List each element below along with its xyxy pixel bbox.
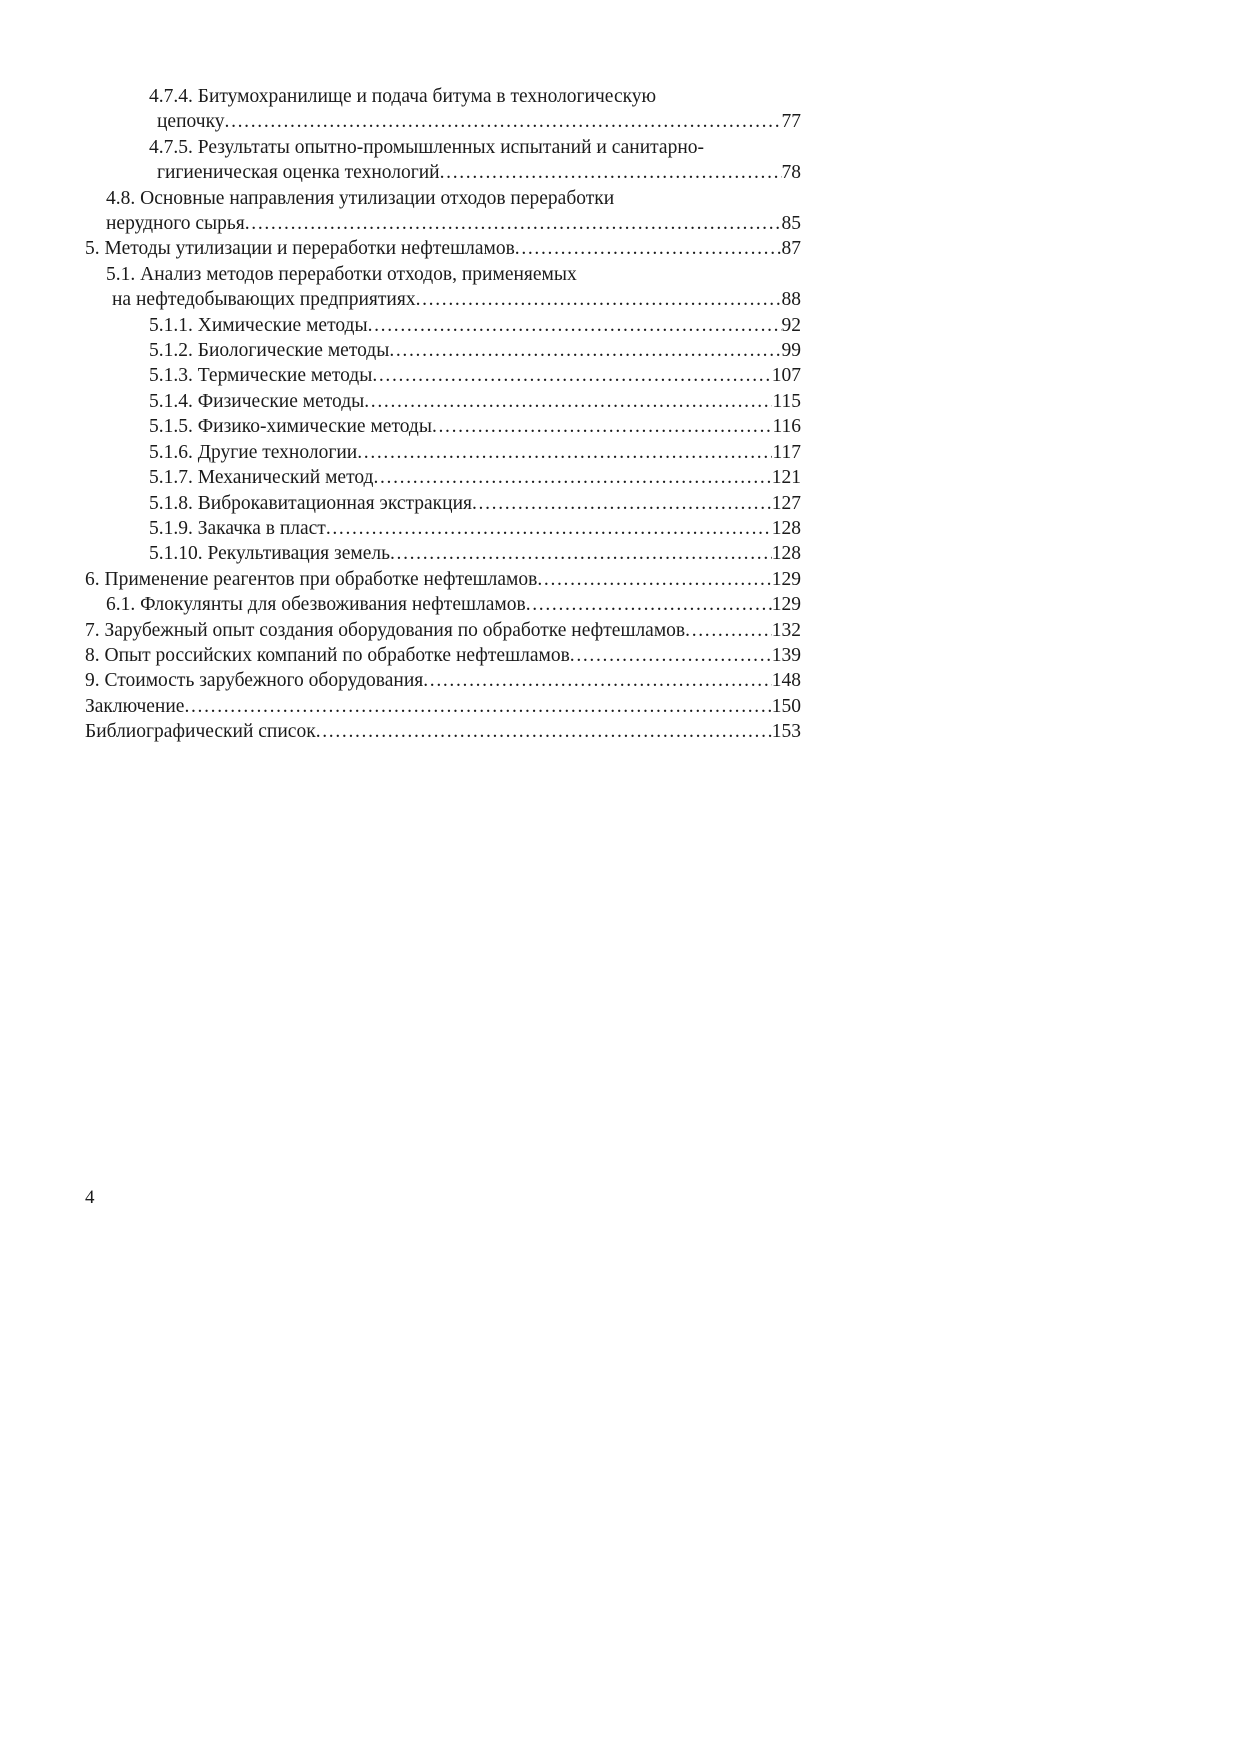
toc-entry[interactable] <box>85 389 801 414</box>
dot-leader <box>389 338 781 363</box>
toc-entry-title: 6. Применение реагентов при обработке нефтешламов <box>85 568 538 590</box>
dot-leader <box>390 541 772 566</box>
toc-entry-page: 99 <box>781 340 801 362</box>
dot-leader <box>326 516 772 541</box>
toc-entry[interactable] <box>85 236 801 261</box>
toc-entry-row <box>106 211 801 236</box>
toc-entry-title: Заключение <box>85 695 185 717</box>
toc-entry[interactable] <box>85 668 801 693</box>
dot-leader <box>245 211 782 236</box>
toc-entry[interactable] <box>85 541 801 566</box>
toc-entry-row <box>106 592 801 617</box>
toc-entry-row <box>149 363 801 388</box>
toc-entry[interactable] <box>85 592 801 617</box>
toc-entry-page: 88 <box>781 289 801 311</box>
page-number: 4 <box>85 1187 95 1208</box>
toc-entry-page: 116 <box>772 416 801 438</box>
toc-entry-title: 5.1.5. Физико-химические методы <box>149 416 432 438</box>
toc-entry-page: 115 <box>772 390 801 412</box>
toc-entry-page: 78 <box>781 162 801 184</box>
toc-entry-title: 5.1.4. Физические методы <box>149 390 365 412</box>
toc-entry[interactable] <box>85 338 801 363</box>
toc-entry-page: 148 <box>771 670 801 692</box>
toc-entry-page: 107 <box>771 365 801 387</box>
toc-entry-row <box>85 567 801 592</box>
toc-entry[interactable] <box>85 465 801 490</box>
toc-entry-page: 117 <box>772 441 801 463</box>
toc-entry[interactable] <box>85 567 801 592</box>
toc-entry[interactable] <box>85 414 801 439</box>
dot-leader <box>357 440 772 465</box>
dot-leader <box>423 668 772 693</box>
toc-entry[interactable] <box>85 186 801 237</box>
toc-entry-title: 5. Методы утилизации и переработки нефтешламов <box>85 238 515 260</box>
toc-entry-page: 153 <box>771 721 801 743</box>
toc-entry-row <box>149 541 801 566</box>
toc-entry-row <box>149 516 801 541</box>
toc-entry[interactable] <box>85 84 801 135</box>
dot-leader <box>570 643 772 668</box>
toc-entry-title: 9. Стоимость зарубежного оборудования <box>85 670 424 692</box>
toc-entry-title: нерудного сырья <box>106 213 245 235</box>
toc-entry-page: 150 <box>771 695 801 717</box>
toc-entry-row <box>149 338 801 363</box>
toc-entry-page: 92 <box>781 314 801 336</box>
table-of-contents <box>85 84 801 745</box>
toc-entry-title: Библиографический список <box>85 721 316 743</box>
toc-entry-row <box>149 491 801 516</box>
toc-entry-page: 85 <box>781 213 801 235</box>
toc-entry-title: 5.1.7. Механический метод <box>149 467 374 489</box>
toc-entry[interactable] <box>85 135 801 186</box>
toc-entry[interactable] <box>85 516 801 541</box>
toc-entry[interactable] <box>85 313 801 338</box>
toc-entry-title-line: 4.7.4. Битумохранилище и подача битума в технологическую <box>149 86 657 107</box>
toc-entry-title-line: 5.1. Анализ методов переработки отходов, применяемых <box>106 263 577 285</box>
toc-entry-page: 139 <box>771 644 801 666</box>
toc-entry-title: цепочку <box>157 111 225 133</box>
dot-leader <box>372 363 771 388</box>
toc-entry-row <box>149 160 801 185</box>
dot-leader <box>373 465 771 490</box>
toc-entry[interactable] <box>85 643 801 668</box>
dot-leader <box>537 567 771 592</box>
toc-entry-row <box>85 618 801 643</box>
toc-entry-title: на нефтедобывающих предприятиях <box>112 289 416 311</box>
dot-leader <box>416 287 782 312</box>
toc-entry-title: 8. Опыт российских компаний по обработке нефтешламов <box>85 644 570 666</box>
toc-entry-page: 77 <box>781 111 801 133</box>
toc-entry-title: 6.1. Флокулянты для обезвоживания нефтешламов <box>106 594 526 616</box>
toc-entry-page: 121 <box>771 467 801 489</box>
toc-entry-row <box>149 389 801 414</box>
toc-entry-page: 127 <box>771 492 801 514</box>
toc-entry-title: 5.1.8. Виброкавитационная экстракция <box>149 492 472 514</box>
toc-entry-row <box>85 236 801 261</box>
toc-entry-page: 128 <box>771 543 801 565</box>
toc-entry-row <box>149 440 801 465</box>
dot-leader <box>440 160 782 185</box>
toc-entry-row <box>106 287 801 312</box>
toc-entry-row <box>149 465 801 490</box>
toc-entry-page: 129 <box>771 568 801 590</box>
toc-entry[interactable] <box>85 363 801 388</box>
toc-entry-title: 5.1.10. Рекультивация земель <box>149 543 390 565</box>
dot-leader <box>225 109 782 134</box>
toc-entry-page: 128 <box>771 517 801 539</box>
toc-entry-row <box>85 668 801 693</box>
toc-entry-title: 5.1.6. Другие технологии <box>149 441 358 463</box>
dot-leader <box>526 592 772 617</box>
toc-entry-row <box>149 313 801 338</box>
toc-entry-title-line: 4.7.5. Результаты опытно-промышленных испытаний и санитарно- <box>149 136 704 158</box>
dot-leader <box>316 719 772 744</box>
toc-entry-page: 132 <box>771 619 801 641</box>
dot-leader <box>472 491 772 516</box>
toc-entry-page: 87 <box>781 238 801 260</box>
toc-entry[interactable] <box>85 694 801 719</box>
dot-leader <box>685 618 772 643</box>
toc-entry-page: 129 <box>771 594 801 616</box>
dot-leader <box>364 389 772 414</box>
toc-entry[interactable] <box>85 618 801 643</box>
dot-leader <box>368 313 782 338</box>
toc-entry[interactable] <box>85 440 801 465</box>
toc-entry-row <box>85 694 801 719</box>
toc-entry-row <box>149 414 801 439</box>
toc-entry[interactable] <box>85 719 801 744</box>
toc-entry-title: 7. Зарубежный опыт создания оборудования по обработке нефтешламов <box>85 619 686 641</box>
toc-entry[interactable] <box>85 262 801 313</box>
dot-leader <box>184 694 771 719</box>
toc-entry-row <box>149 109 801 134</box>
toc-entry-title: 5.1.3. Термические методы <box>149 365 373 387</box>
toc-entry-title: 5.1.1. Химические методы <box>149 314 368 336</box>
toc-entry[interactable] <box>85 491 801 516</box>
toc-entry-title: 5.1.2. Биологические методы <box>149 340 390 362</box>
toc-entry-title: гигиеническая оценка технологий <box>157 162 440 184</box>
toc-entry-row <box>85 719 801 744</box>
toc-entry-row <box>85 643 801 668</box>
toc-entry-title-line: 4.8. Основные направления утилизации отходов переработки <box>106 187 615 209</box>
dot-leader <box>515 236 782 261</box>
dot-leader <box>432 414 773 439</box>
toc-entry-title: 5.1.9. Закачка в пласт <box>149 517 326 539</box>
